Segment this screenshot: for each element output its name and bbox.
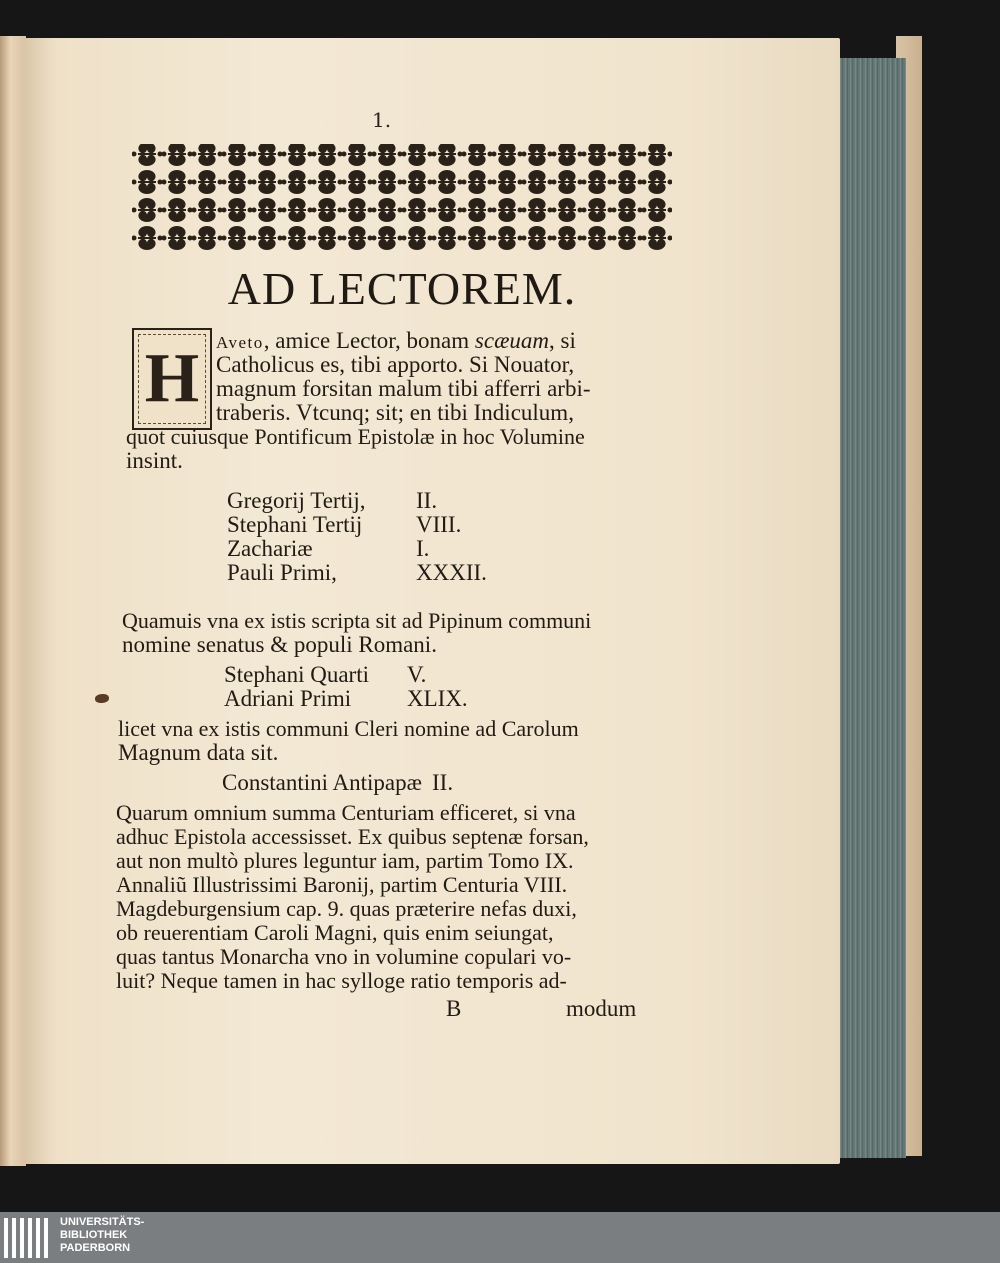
closing-line-6: ob reuerentiam Caroli Magni, quis enim seiungat,: [116, 920, 554, 945]
intro-line-4: traberis. Vtcunq; sit; en tibi Indiculum,: [216, 400, 574, 425]
initial-letter: H: [144, 340, 200, 417]
note2-line-2: Magnum data sit.: [118, 740, 279, 765]
intro-line-3: magnum forsitan malum tibi afferri arbi-: [216, 376, 591, 401]
list-count-constantini: II.: [432, 770, 454, 795]
list-name-pauli-primi: Pauli Primi,: [227, 560, 337, 585]
list-count-gregorij: II.: [416, 488, 438, 513]
list-name-adriani-primi: Adriani Primi: [224, 686, 352, 711]
list-count-pauli-primi: XXXII.: [416, 560, 487, 585]
intro-line-1-text: , amice Lector, bonam: [263, 328, 475, 353]
catchword: modum: [566, 996, 637, 1021]
list-count-adriani-primi: XLIX.: [407, 686, 468, 711]
note2-line-1: licet vna ex istis communi Cleri nomine ad Carolum: [118, 716, 579, 741]
closing-line-5: Magdeburgensium cap. 9. quas præterire nefas duxi,: [116, 896, 577, 921]
note1-line-2: nomine senatus & populi Romani.: [122, 632, 437, 657]
page-number: 1.: [372, 108, 392, 132]
closing-line-1: Quarum omnium summa Centuriam efficeret, si vna: [116, 800, 576, 825]
left-page-edge: [0, 36, 26, 1166]
logo-text-line-3: PADERBORN: [60, 1242, 131, 1254]
logo-text-line-1: UNIVERSITÄTS-: [60, 1216, 145, 1228]
initial-frame: [138, 334, 206, 424]
intro-caps-word: Aveto: [216, 333, 264, 352]
intro-line-1-end: , si: [549, 328, 576, 353]
list-name-gregorij: Gregorij Tertij,: [227, 488, 366, 513]
library-logo-text: [60, 1216, 144, 1255]
list-name-constantini: Constantini Antipapæ: [222, 770, 422, 795]
library-footer: [0, 1212, 1000, 1263]
list-name-zachariae: Zachariæ: [227, 536, 313, 561]
intro-line-1: [216, 328, 576, 354]
closing-line-7: quas tantus Monarcha vno in volumine copulari vo-: [116, 944, 572, 969]
list-count-stephani-tertij: VIII.: [416, 512, 462, 537]
ornament-border: [132, 140, 672, 255]
closing-line-3: aut non multò plures leguntur iam, partim Tomo IX.: [116, 848, 574, 873]
ink-stain: [95, 694, 109, 703]
intro-italic-word: scæuam: [474, 328, 550, 353]
closing-line-8: luit? Neque tamen in hac sylloge ratio temporis ad-: [116, 968, 567, 993]
note1-line-1: Quamuis vna ex istis scripta sit ad Pipinum communi: [122, 608, 592, 633]
logo-text-line-2: BIBLIOTHEK: [60, 1229, 128, 1241]
intro-line-2: Catholicus es, tibi apporto. Si Nouator,: [216, 352, 575, 377]
intro-line-5: quot cuiusque Pontificum Epistolæ in hoc Volumine: [126, 424, 585, 449]
page-edges: [832, 58, 906, 1158]
signature-mark: B: [446, 996, 462, 1021]
list-name-stephani-tertij: Stephani Tertij: [227, 512, 363, 537]
decorated-initial: [132, 328, 212, 430]
list-count-zachariae: I.: [416, 536, 430, 561]
intro-line-6: insint.: [126, 448, 183, 473]
section-heading: AD LECTOREM.: [227, 263, 577, 314]
list-name-stephani-quarti: Stephani Quarti: [224, 662, 369, 687]
list-count-stephani-quarti: V.: [407, 662, 427, 687]
closing-line-2: adhuc Epistola accessisset. Ex quibus septenæ forsan,: [116, 824, 589, 849]
closing-line-4: Annaliũ Illustrissimi Baronij, partim Centuria VIII.: [116, 872, 568, 897]
library-logo-icon: [2, 1214, 50, 1261]
